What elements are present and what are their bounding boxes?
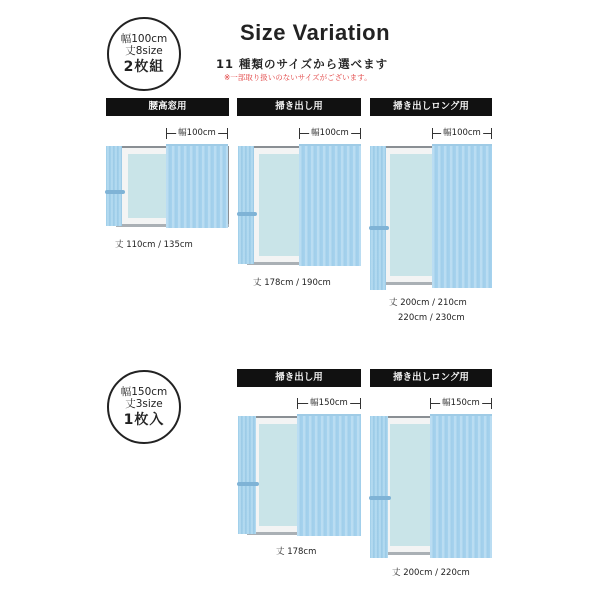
curtain-panel — [297, 414, 361, 536]
availability-note: ※一部取り扱いのないサイズがございます。 — [224, 73, 372, 82]
curtain-gathered — [238, 146, 254, 264]
tag-waist-window: 腰高窓用 — [106, 98, 229, 116]
curtain-tieback — [105, 190, 125, 194]
length-label: 丈 178cm / 190cm — [253, 278, 331, 288]
spec-circle-100 — [107, 17, 181, 91]
curtain-panel — [432, 144, 492, 288]
curtain-gathered — [106, 146, 122, 226]
curtain-gathered — [370, 416, 388, 558]
tag-long-floor-window: 掃き出しロング用 — [370, 98, 492, 116]
tag-floor-window: 掃き出し用 — [237, 369, 361, 387]
curtain-gathered — [370, 146, 386, 290]
width-dimension — [430, 398, 492, 408]
length-label: 丈 110cm / 135cm — [115, 240, 193, 250]
width-label: 幅150cm — [442, 398, 480, 408]
spec-qty: 1枚入 — [123, 411, 165, 428]
page-title: Size Variation — [240, 20, 391, 45]
spec-qty: 2枚組 — [123, 58, 165, 75]
width-dimension — [166, 128, 228, 138]
tag-long-floor-window: 掃き出しロング用 — [370, 369, 492, 387]
length-label: 220cm / 230cm — [398, 313, 465, 323]
curtain-tieback — [237, 212, 257, 216]
curtain-tieback — [237, 482, 259, 486]
curtain-panel — [430, 414, 492, 558]
width-label: 幅150cm — [310, 398, 348, 408]
curtain-panel — [166, 144, 228, 228]
curtain-tieback — [369, 226, 389, 230]
width-label: 幅100cm — [178, 128, 216, 138]
spec-sizes: 丈3size — [125, 398, 163, 411]
spec-sizes: 丈8size — [125, 45, 163, 58]
window-glass — [390, 154, 432, 276]
spec-width: 幅150cm — [120, 385, 168, 398]
width-label: 幅100cm — [311, 128, 349, 138]
length-label: 丈 200cm / 210cm — [389, 298, 467, 308]
width-label: 幅100cm — [443, 128, 481, 138]
tag-floor-window: 掃き出し用 — [237, 98, 361, 116]
width-dimension — [297, 398, 361, 408]
width-dimension — [432, 128, 492, 138]
spec-width: 幅100cm — [120, 32, 168, 45]
length-label: 丈 178cm — [276, 547, 317, 557]
window-glass — [259, 154, 299, 256]
curtain-tieback — [369, 496, 391, 500]
spec-circle-150 — [107, 370, 181, 444]
curtain-panel — [299, 144, 361, 266]
curtain-gathered — [238, 416, 256, 534]
length-label: 丈 200cm / 220cm — [392, 568, 470, 578]
page-subtitle: 11 種類のサイズから選べます — [216, 57, 389, 71]
width-dimension — [299, 128, 361, 138]
window-glass — [390, 424, 430, 546]
window-glass — [259, 424, 297, 526]
window-glass — [128, 154, 166, 218]
